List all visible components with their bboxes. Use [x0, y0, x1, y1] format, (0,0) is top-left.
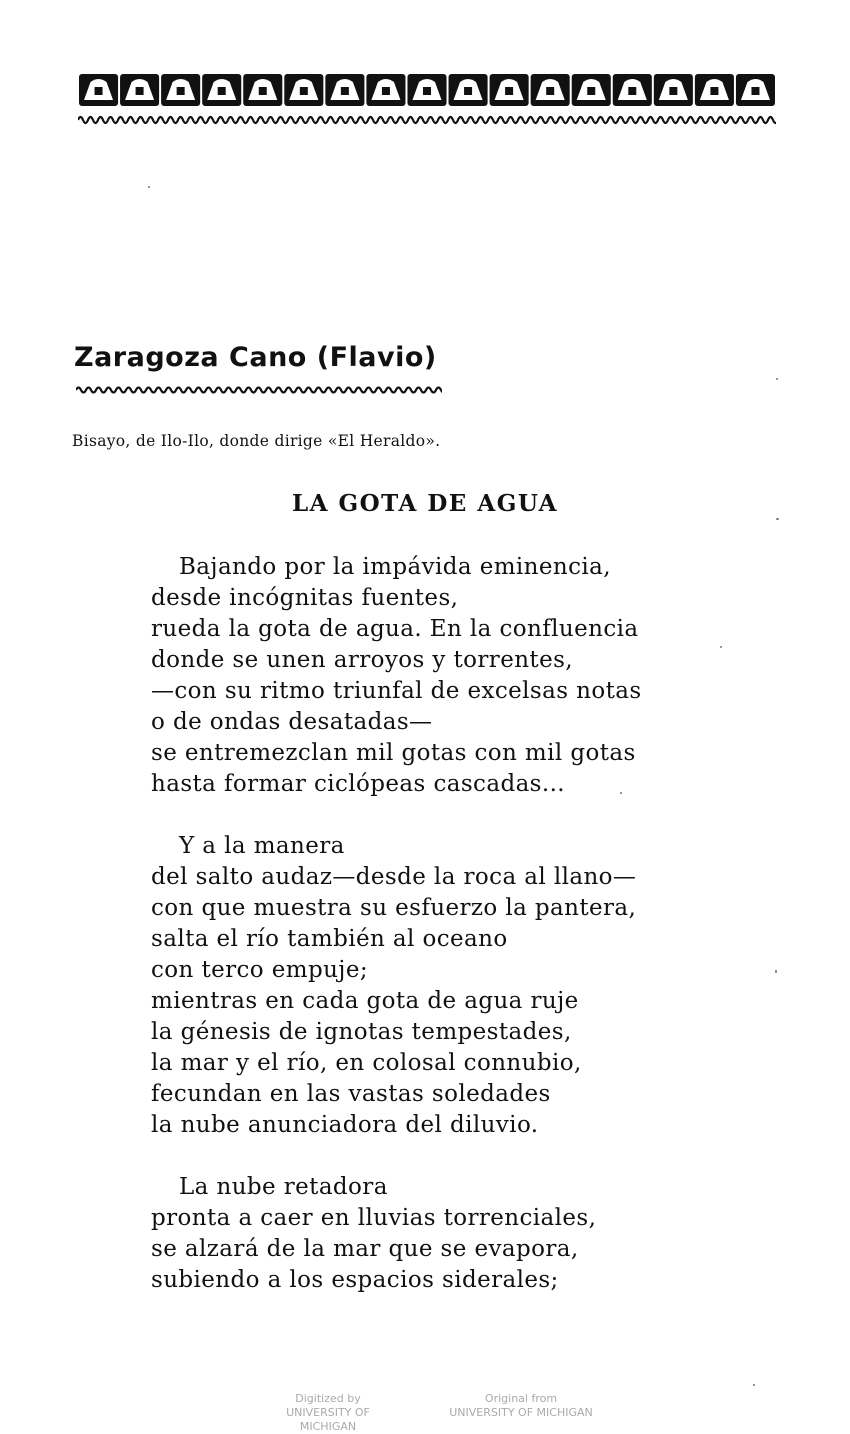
frieze-motif: [161, 74, 200, 106]
watermark-line: Original from: [484, 1392, 558, 1405]
scan-speck: [620, 792, 622, 794]
watermark-line: UNIVERSITY OF MICHIGAN: [286, 1406, 370, 1433]
frieze-motif: [407, 74, 446, 106]
stanza: [151, 552, 751, 800]
poem-line: subiendo a los espacios siderales;: [151, 1267, 559, 1293]
poem-line: desde incógnitas fuentes,: [151, 585, 459, 611]
scan-speck: [776, 518, 779, 520]
wavy-rule-author: [76, 385, 442, 395]
poem-line: donde se unen arroyos y torrentes,: [151, 647, 573, 673]
frieze-motif: [613, 74, 652, 106]
poem-title: LA GOTA DE AGUA: [291, 490, 559, 517]
frieze-motif: [366, 74, 405, 106]
scan-speck: [720, 646, 722, 648]
decorative-frieze: [78, 70, 776, 110]
poem-line: pronta a caer en lluvias torrenciales,: [151, 1205, 597, 1231]
frieze-motif: [695, 74, 734, 106]
frieze-motif: [202, 74, 241, 106]
frieze-motif: [243, 74, 282, 106]
poem-line: Bajando por la impávida eminencia,: [179, 554, 611, 580]
frieze-motif: [654, 74, 693, 106]
watermark-line: Digitized by: [295, 1392, 361, 1405]
poem-line: Y a la manera: [179, 833, 345, 859]
author-name: Zaragoza Cano (Flavio): [74, 342, 437, 373]
poem-line: con que muestra su esfuerzo la pantera,: [151, 895, 637, 921]
poem-line: —con su ritmo triunfal de excelsas notas: [151, 678, 642, 704]
watermark-line: UNIVERSITY OF MICHIGAN: [449, 1406, 593, 1419]
poem-line: la nube anunciadora del diluvio.: [151, 1112, 539, 1138]
poem-line: La nube retadora: [179, 1174, 388, 1200]
poem-line: salta el río también al oceano: [151, 926, 508, 952]
wavy-rule-top: [78, 114, 776, 126]
wave-line: [78, 117, 776, 123]
poem-line: la mar y el río, en colosal connubio,: [151, 1050, 582, 1076]
poem-line: del salto audaz—desde la roca al llano—: [151, 864, 637, 890]
frieze-motif: [531, 74, 570, 106]
frieze-motif: [284, 74, 323, 106]
stanza: [151, 831, 751, 1141]
frieze-motif: [120, 74, 159, 106]
wave-line: [76, 388, 442, 393]
poem-line: con terco empuje;: [151, 957, 368, 983]
poem-line: rueda la gota de agua. En la confluencia: [151, 616, 639, 642]
frieze-motif: [79, 74, 118, 106]
stanza: [151, 1172, 751, 1296]
poem-line: mientras en cada gota de agua ruje: [151, 988, 579, 1014]
frieze-motif: [736, 74, 775, 106]
poem-line: fecundan en las vastas soledades: [151, 1081, 551, 1107]
scan-speck: [148, 186, 150, 188]
poem-line: la génesis de ignotas tempestades,: [151, 1019, 572, 1045]
author-bio: Bisayo, de Ilo-Ilo, donde dirige «El Heraldo».: [72, 432, 441, 450]
scan-speck: [775, 970, 777, 973]
scan-speck: [753, 1384, 755, 1386]
poem-body: [151, 552, 751, 1327]
poem-line: se entremezclan mil gotas con mil gotas: [151, 740, 636, 766]
poem-line: o de ondas desatadas—: [151, 709, 433, 735]
frieze-motif: [449, 74, 488, 106]
scan-speck: [776, 378, 778, 380]
frieze-motif: [325, 74, 364, 106]
poem-line: se alzará de la mar que se evapora,: [151, 1236, 579, 1262]
frieze-motif: [490, 74, 529, 106]
frieze-motif: [572, 74, 611, 106]
digitized-by-watermark: [258, 1392, 398, 1434]
original-from-watermark: [446, 1392, 596, 1420]
poem-line: hasta formar ciclópeas cascadas...: [151, 771, 566, 797]
